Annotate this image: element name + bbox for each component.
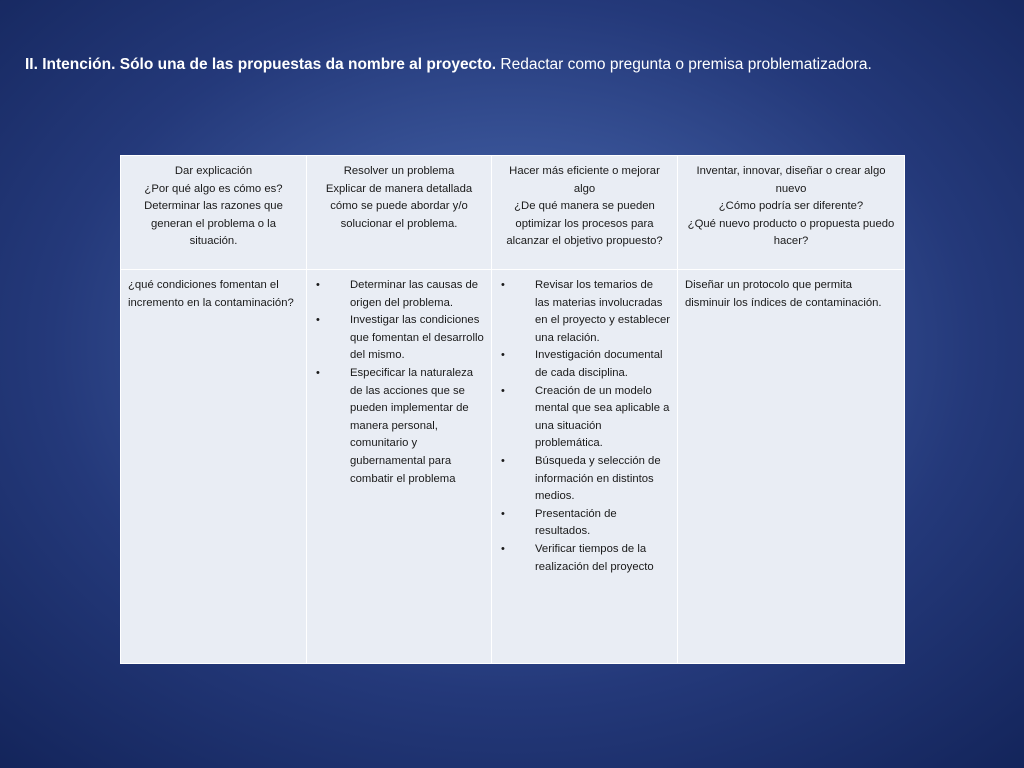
header-cell-question-2: ¿Qué nuevo producto o propuesta puedo hacer? — [687, 217, 895, 248]
bullet-icon: • — [501, 349, 505, 362]
list-item: • Búsqueda y selección de información en distintos medios. — [501, 454, 661, 503]
header-cell-explanation — [121, 156, 307, 270]
body-cell-text: Diseñar un protocolo que permita disminuir los índices de contaminación. — [685, 279, 882, 309]
body-cell-solve-list — [307, 270, 492, 664]
intention-table — [120, 155, 905, 664]
bullet-icon: • — [501, 454, 505, 467]
list-item: • Investigar las condiciones que fomentan el desarrollo del mismo. — [316, 314, 484, 362]
bullet-icon: • — [501, 279, 505, 291]
table-header-row — [121, 156, 905, 270]
header-cell-improve — [492, 156, 678, 270]
list-item: • Determinar las causas de origen del problema. — [316, 279, 479, 309]
table-body-row — [121, 270, 905, 664]
header-cell-title: Inventar, innovar, diseñar o crear algo nuevo — [696, 165, 886, 195]
bullet-icon: • — [501, 507, 505, 520]
slide-title-instruction: Redactar como pregunta o premisa problematizadora. — [496, 56, 872, 73]
header-cell-description: Determinar las razones que generan el problema o la situación. — [144, 200, 283, 248]
header-cell-innovate — [678, 156, 905, 270]
list-item: • Revisar los temarios de las materias involucradas en el proyecto y establecer una relación. — [501, 279, 671, 344]
bullet-list — [499, 277, 670, 576]
body-cell-text: ¿qué condiciones fomentan el incremento en la contaminación? — [128, 279, 294, 309]
bullet-icon: • — [501, 384, 505, 397]
bullet-icon: • — [316, 366, 320, 379]
header-cell-solve-problem — [307, 156, 492, 270]
header-cell-question: ¿Por qué algo es cómo es? — [144, 182, 283, 195]
list-item: • Presentación de resultados. — [501, 507, 617, 538]
header-cell-question: ¿De qué manera se pueden optimizar los procesos para alcanzar el objetivo propuesto? — [506, 200, 663, 248]
body-cell-innovate — [678, 270, 905, 664]
header-cell-question: ¿Cómo podría ser diferente? — [718, 200, 864, 213]
bullet-list — [314, 277, 484, 488]
body-cell-question — [121, 270, 307, 664]
bullet-icon: • — [501, 542, 505, 555]
list-item: • Verificar tiempos de la realización del proyecto — [501, 542, 654, 573]
header-cell-description: Explicar de manera detallada cómo se puede abordar y/o solucionar el problema. — [325, 182, 473, 230]
list-item: • Creación de un modelo mental que sea aplicable a una situación problemática. — [501, 384, 670, 450]
header-cell-title: Hacer más eficiente o mejorar algo — [509, 165, 660, 195]
header-cell-title: Resolver un problema — [343, 165, 455, 177]
bullet-icon: • — [316, 279, 320, 291]
slide-title — [25, 55, 1005, 75]
header-cell-title: Dar explicación — [174, 165, 253, 177]
body-cell-improve-list — [492, 270, 678, 664]
list-item: • Especificar la naturaleza de las acciones que se pueden implementar de manera personal, comunitario y gubernamental para combatir el problema — [316, 366, 474, 485]
slide-title-bold: II. Intención. Sólo una de las propuestas da nombre al proyecto. — [25, 56, 497, 73]
bullet-icon: • — [316, 314, 320, 327]
list-item: • Investigación documental de cada disciplina. — [501, 349, 663, 379]
intention-table-container — [120, 155, 904, 664]
